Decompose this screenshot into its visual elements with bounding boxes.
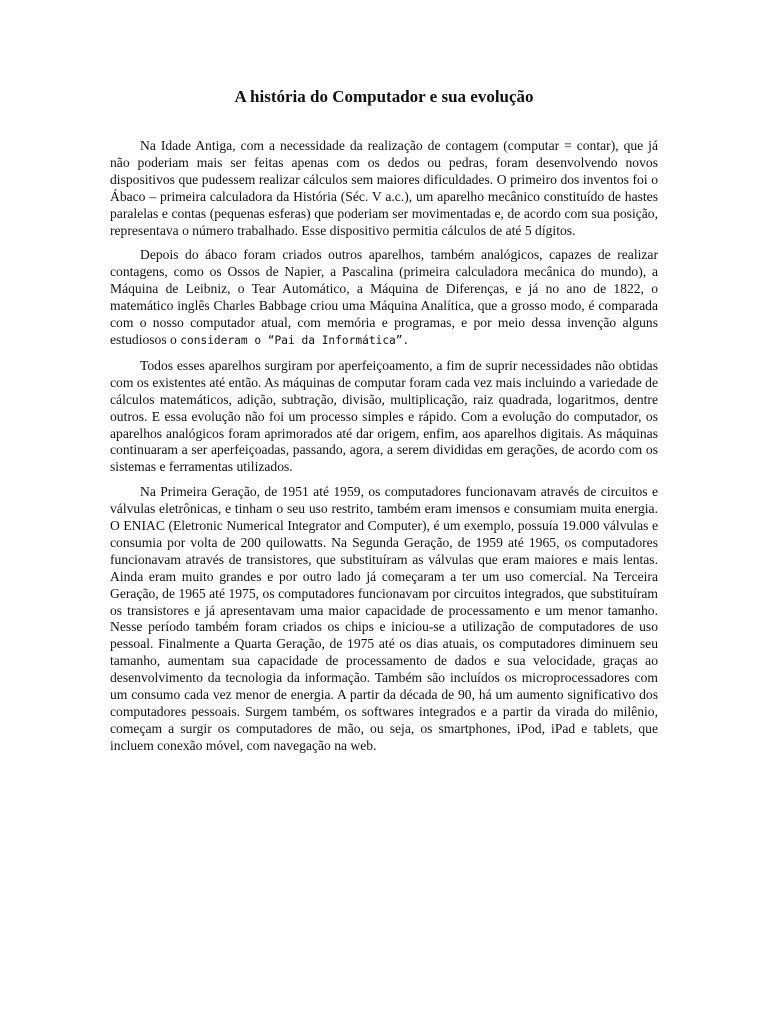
paragraph-1: Na Idade Antiga, com a necessidade da realização de contagem (computar = contar), que já não poderiam mais ser feitas apenas com os dedos ou pedras, foram desenvolvendo novos dispositivos que pudessem realizar cálculos sem maiores dificuldades. O primeiro dos inventos foi o Ábaco – primeira calculadora da História (Séc. V a.c.), um aparelho mecânico constituído de hastes paralelas e contas (pequenas esferas) que poderiam ser movimentadas e, de acordo com sua posição, representava o número trabalhado. Esse dispositivo permitia cálculos de até 5 dígitos. — [110, 138, 658, 238]
paragraph-2-text: Depois do ábaco foram criados outros aparelhos, também analógicos, capazes de realizar contagens, como os Ossos de Napier, a Pascalina (primeira calculadora mecânica do mundo), a Máquina de Leibniz, o Tear Automático, a Máquina de Diferenças, e já no ano de 1822, o matemático inglês Charles Babbage criou uma Máquina Analítica, que a grosso modo, é comparada com o nosso computador atual, com memória e programas, e por meio dessa invenção alguns estudiosos o — [110, 247, 658, 347]
page-title: A história do Computador e sua evolução — [234, 87, 534, 106]
document-body — [110, 138, 658, 763]
paragraph-4: Na Primeira Geração, de 1951 até 1959, os computadores funcionavam através de circuitos e válvulas eletrônicas, e tinham o seu uso restrito, também eram imensos e consumiam muita energia. O ENIAC (Eletronic Numerical Integrator and Computer), é um exemplo, possuía 19.000 válvulas e consumia por volta de 200 quilowatts. Na Segunda Geração, de 1959 até 1965, os computadores funcionavam através de transistores, que substituíram as válvulas que eram maiores e mais lentas. Ainda eram muito grandes e por outro lado já começaram a ter um uso comercial. Na Terceira Geração, de 1965 até 1975, os computadores funcionavam por circuitos integrados, que substituíram os transistores e já apresentavam uma maior capacidade de processamento e um menor tamanho. Nesse período também foram criados os chips e iniciou-se a utilização de computadores de uso pessoal. Finalmente a Quarta Geração, de 1975 até os dias atuais, os computadores diminuem seu tamanho, aumentam sua capacidade de processamento de dados e sua velocidade, graças ao desenvolvimento da tecnologia da informação. Também são incluídos os microprocessadores com um consumo cada vez menor de energia. A partir da década de 90, há um aumento significativo dos computadores pessoais. Surgem também, os softwares integrados e a partir da virada do milênio, começam a surgir os computadores de mão, ou seja, os smartphones, iPod, iPad e tablets, que incluem conexão móvel, com navegação na web. — [110, 484, 658, 753]
paragraph-3: Todos esses aparelhos surgiram por aperfeiçoamento, a fim de suprir necessidades não obtidas com os existentes até então. As máquinas de computar foram cada vez mais incluindo a variedade de cálculos matemáticos, adição, subtração, divisão, multiplicação, raiz quadrada, logaritmos, dentre outros. E essa evolução não foi um processo simples e rápido. Com a evolução do computador, os aparelhos analógicos foram aprimorados até dar origem, enfim, aos aparelhos digitais. As máquinas continuaram a ser aperfeiçoadas, passando, agora, a serem divididas em gerações, de acordo com os sistemas e ferramentas utilizados. — [110, 357, 658, 475]
paragraph-2-tail: consideram o “Pai da Informática”. — [180, 333, 410, 347]
paragraph-2 — [110, 247, 658, 349]
